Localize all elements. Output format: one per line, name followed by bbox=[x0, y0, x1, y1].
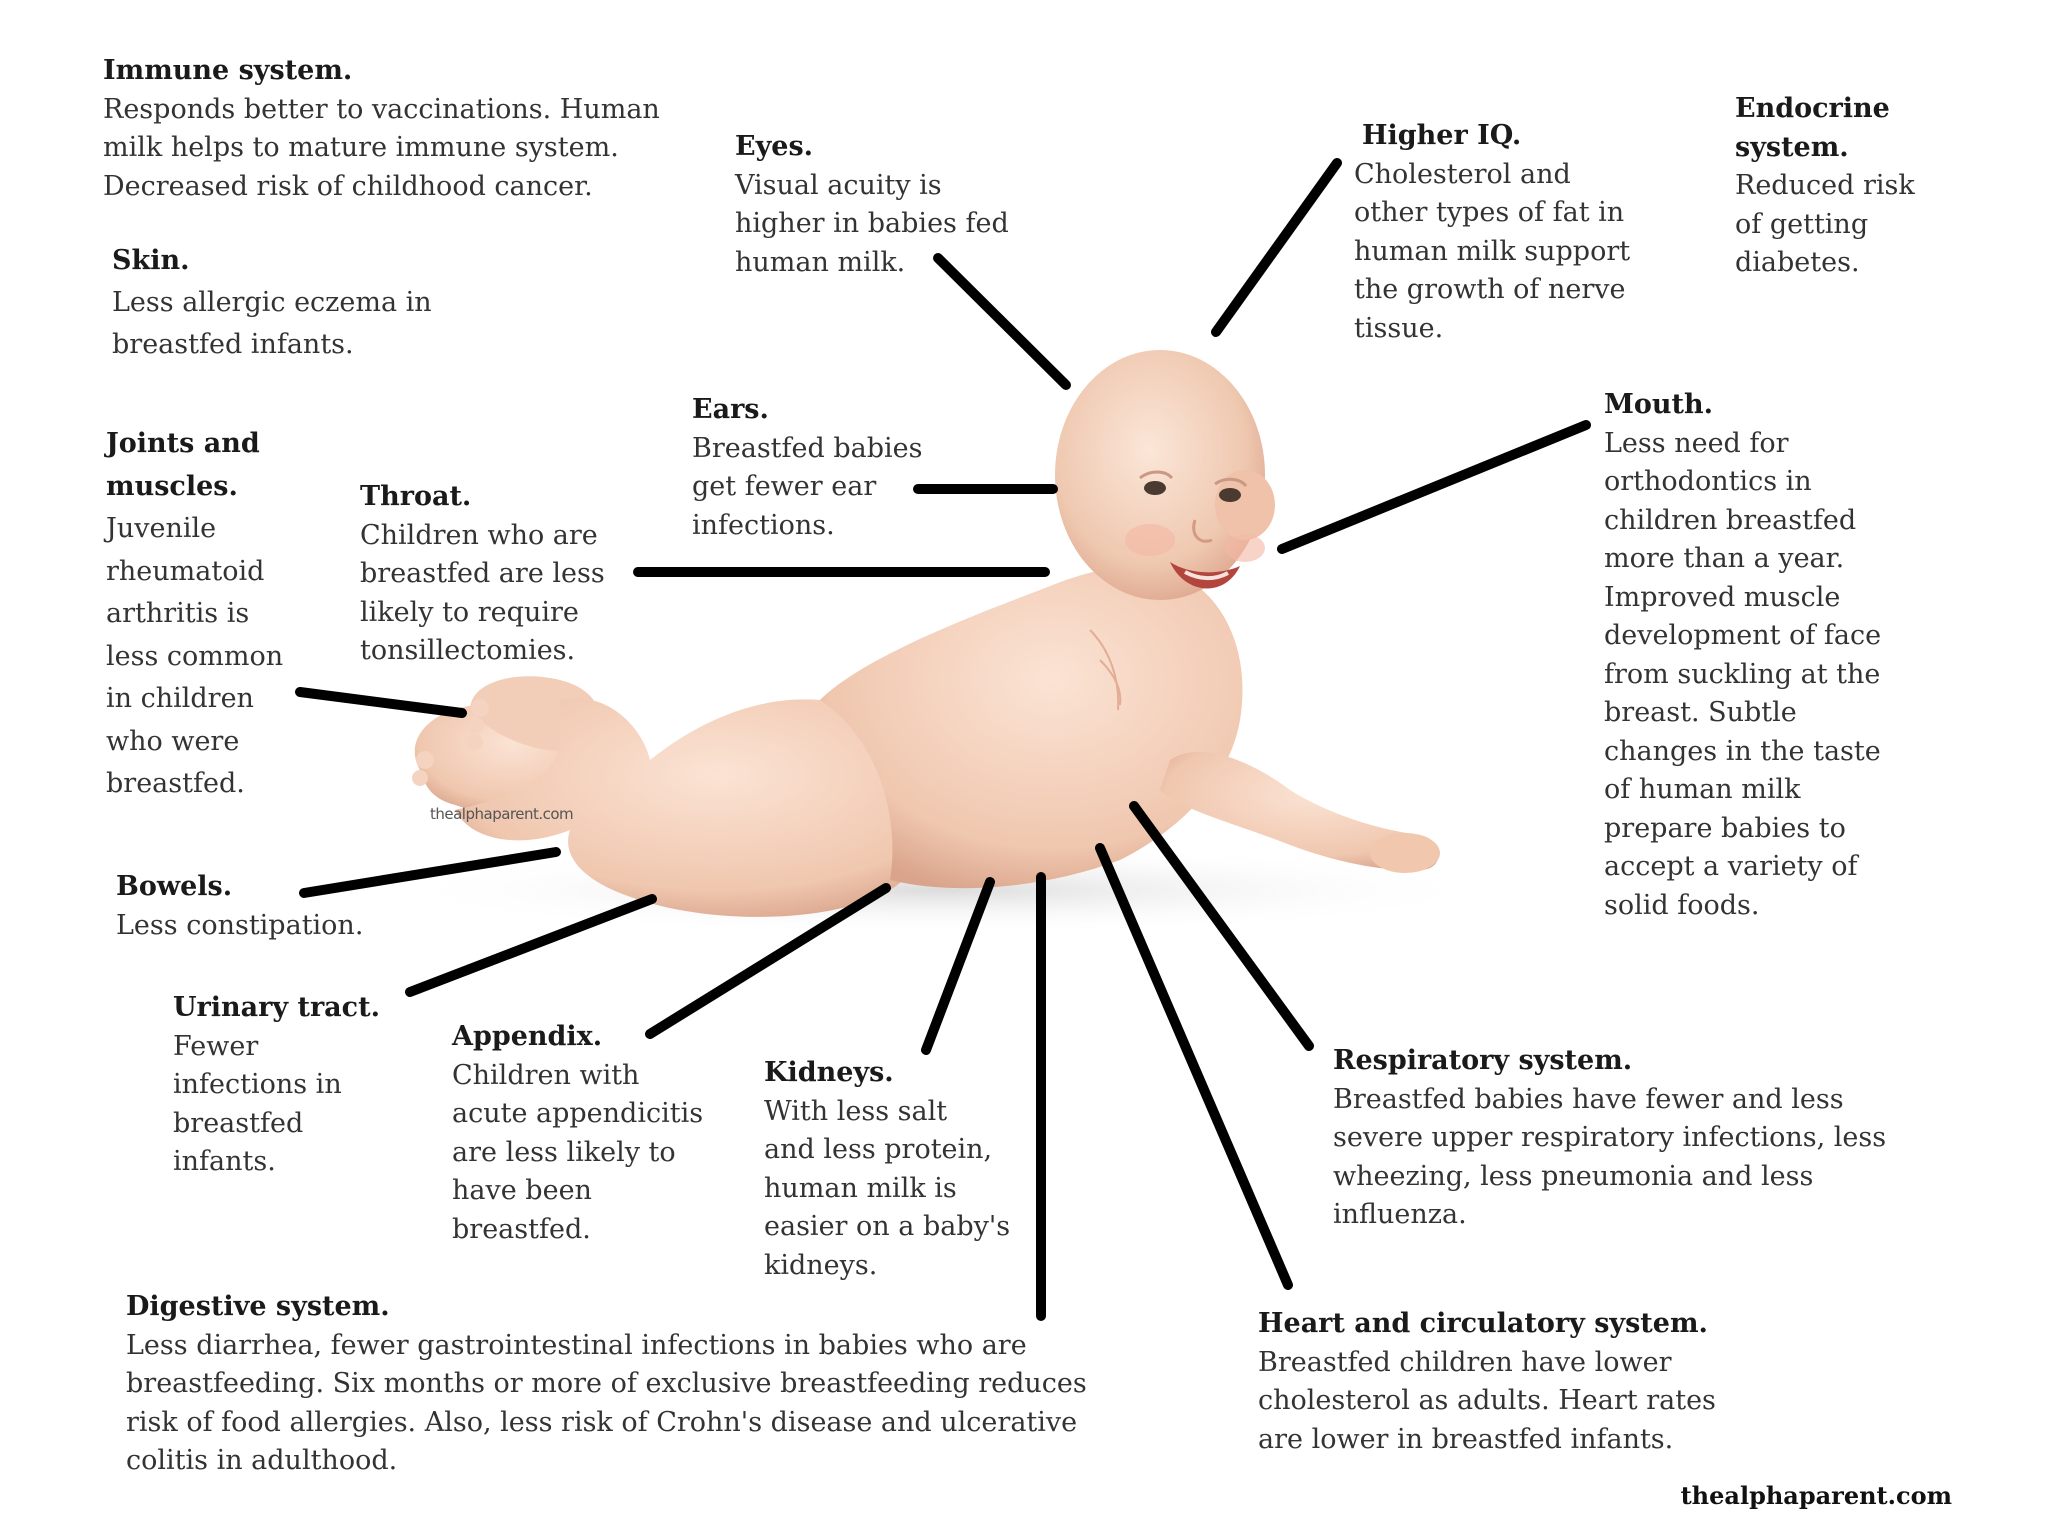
callout-urinary-tract bbox=[173, 989, 380, 1182]
callout-title: Bowels. bbox=[116, 871, 233, 902]
callout-appendix bbox=[452, 1018, 703, 1249]
leader-line-iq bbox=[1216, 163, 1337, 332]
leader-line-mouth bbox=[1282, 425, 1586, 549]
callout-kidneys bbox=[764, 1054, 1010, 1285]
callout-endocrine-system bbox=[1735, 90, 1915, 283]
callout-digestive-system bbox=[126, 1288, 1087, 1481]
callout-title: Ears. bbox=[692, 394, 769, 425]
callout-heart-and-circulatory-system bbox=[1258, 1305, 1716, 1459]
leader-line-joints bbox=[300, 692, 462, 713]
callout-title: Mouth. bbox=[1604, 389, 1714, 420]
callout-body: Breastfed children have lower cholesterol as adults. Heart rates are lower in breastfed infants. bbox=[1258, 1346, 1716, 1455]
callout-title: Immune system. bbox=[103, 55, 353, 86]
callout-ears bbox=[692, 391, 923, 545]
callout-higher-iq bbox=[1354, 117, 1630, 348]
callout-title: Joints and muscles. bbox=[106, 428, 260, 502]
callout-title: Eyes. bbox=[735, 131, 814, 162]
callout-joints-and-muscles bbox=[106, 423, 283, 806]
callout-respiratory-system bbox=[1333, 1042, 1886, 1235]
callout-body: Cholesterol and other types of fat in human milk support the growth of nerve tissue. bbox=[1354, 158, 1631, 344]
callout-eyes bbox=[735, 128, 1009, 282]
callout-body: With less salt and less protein, human milk is easier on a baby's kidneys. bbox=[764, 1095, 1011, 1281]
callout-throat bbox=[360, 478, 605, 671]
callout-body: Children with acute appendicitis are less likely to have been breastfed. bbox=[452, 1059, 704, 1245]
callout-body: Fewer infections in breastfed infants. bbox=[173, 1030, 342, 1177]
callout-body: Juvenile rheumatoid arthritis is less common in children who were breastfed. bbox=[106, 513, 284, 799]
callout-title: Higher IQ. bbox=[1362, 120, 1522, 151]
callout-bowels bbox=[116, 868, 363, 945]
callout-title: Appendix. bbox=[452, 1021, 603, 1052]
callout-title: Urinary tract. bbox=[173, 992, 380, 1023]
callout-body: Children who are breastfed are less likely to require tonsillectomies. bbox=[360, 519, 605, 666]
callout-body: Reduced risk of getting diabetes. bbox=[1735, 170, 1915, 278]
callout-body: Visual acuity is higher in babies fed human milk. bbox=[735, 169, 1009, 278]
callout-body: Less diarrhea, fewer gastrointestinal infections in babies who are breastfeeding. Six months or more of exclusive breastfeeding reduces risk of food allergies. Also, less risk of Crohn's disease and ulcerative colitis in adulthood. bbox=[126, 1329, 1087, 1476]
callout-title: Kidneys. bbox=[764, 1057, 894, 1088]
callout-body: Responds better to vaccinations. Human milk helps to mature immune system. Decreased risk of childhood cancer. bbox=[103, 93, 660, 202]
callout-body: Less allergic eczema in breastfed infants. bbox=[112, 287, 432, 360]
callout-body: Breastfed babies have fewer and less severe upper respiratory infections, less wheezing, less pneumonia and less influenza. bbox=[1333, 1083, 1887, 1230]
callout-mouth bbox=[1604, 386, 1881, 925]
baby-head bbox=[1055, 350, 1275, 600]
callout-immune-system bbox=[103, 52, 660, 206]
callout-title: Heart and circulatory system. bbox=[1258, 1308, 1708, 1339]
callout-title: Endocrine system. bbox=[1735, 93, 1890, 163]
callout-body: Less need for orthodontics in children breastfed more than a year. Improved muscle development of face from suckling at the breast. Subtle changes in the taste of human milk prepare babies to accept a variety of solid foods. bbox=[1604, 427, 1882, 921]
callout-title: Throat. bbox=[360, 481, 472, 512]
callout-skin bbox=[112, 240, 432, 366]
callout-body: Breastfed babies get fewer ear infections. bbox=[692, 432, 923, 541]
site-credit: thealphaparent.com bbox=[1680, 1481, 1952, 1510]
callout-body: Less constipation. bbox=[116, 909, 364, 941]
callout-title: Skin. bbox=[112, 245, 190, 276]
baby-watermark: thealphaparent.com bbox=[430, 805, 574, 823]
callout-title: Respiratory system. bbox=[1333, 1045, 1633, 1076]
callout-title: Digestive system. bbox=[126, 1291, 390, 1322]
